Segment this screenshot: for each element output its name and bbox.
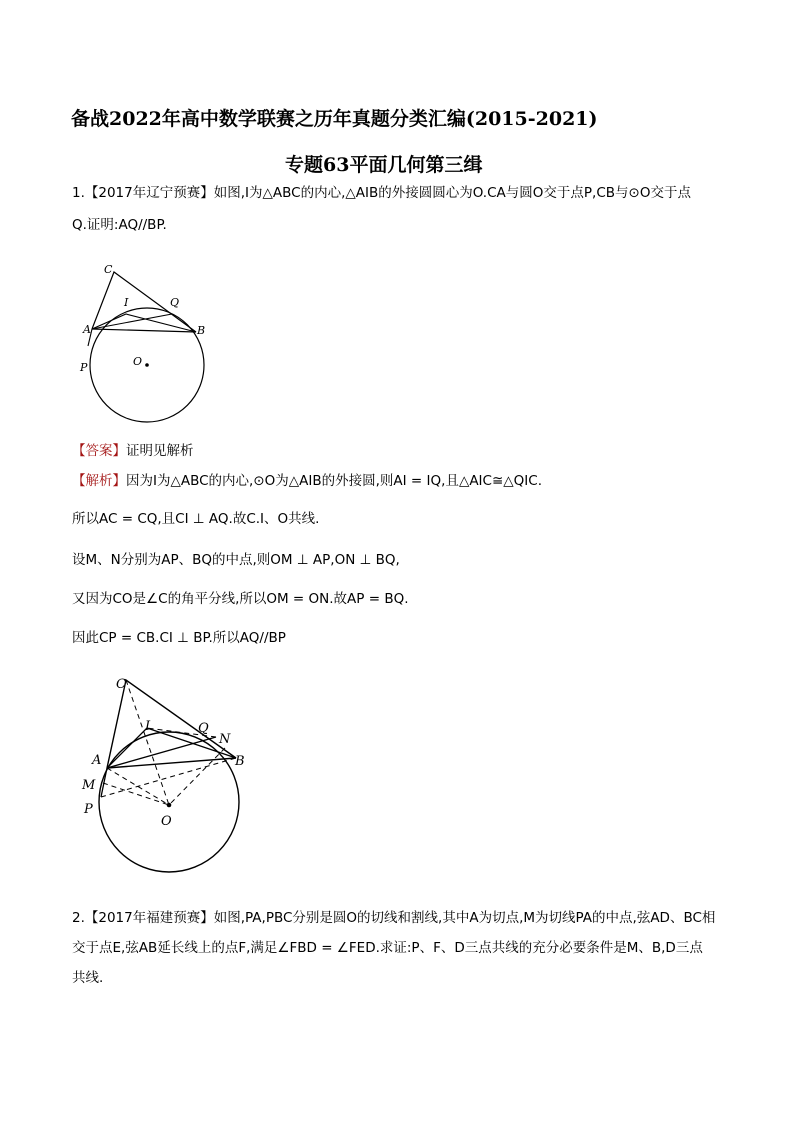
analysis-line-3: 设M、N分别为AP、BQ的中点,则OM ⊥ AP,ON ⊥ BQ, — [72, 552, 400, 568]
question-2-line-3: 共线. — [72, 970, 104, 986]
triangle-sides-ca-cb-2 — [107, 680, 236, 768]
document-title: 备战2022年高中数学联赛之历年真题分类汇编(2015-2021) — [71, 108, 598, 130]
answer-label: 【答案】 — [72, 443, 126, 459]
figure-2 — [74, 670, 274, 880]
analysis-line-4: 又因为CO是∠C的角平分线,所以OM = ON.故AP = BQ. — [72, 591, 409, 607]
label-c: C — [104, 263, 113, 276]
label-b-2: B — [235, 754, 245, 769]
document-subtitle: 专题63平面几何第三缉 — [285, 154, 483, 176]
label-p: P — [80, 361, 88, 374]
circle-o-large — [99, 732, 239, 872]
question-2-line-1: 2.【2017年福建预赛】如图,PA,PBC分别是圆O的切线和割线,其中A为切点,M为切线PA的中点,弦AD、BC相 — [72, 910, 716, 926]
analysis-text-1: 因为I为△ABC的内心,⊙O为△AIB的外接圆,则AI = IQ,且△AIC≅△QIC. — [126, 473, 542, 489]
center-point-o — [145, 363, 149, 367]
question-1-line-1: 1.【2017年辽宁预赛】如图,I为△ABC的内心,△AIB的外接圆圆心为O.CA与圆O交于点P,CB与⊙O交于点 — [72, 185, 691, 201]
label-n: N — [219, 732, 231, 747]
label-c-2: C — [116, 677, 126, 692]
analysis-label: 【解析】 — [72, 473, 126, 489]
label-i: I — [124, 296, 129, 309]
label-o-2: O — [161, 814, 172, 829]
question-1-line-2: Q.证明:AQ//BP. — [72, 217, 167, 233]
label-p-2: P — [84, 802, 93, 817]
analysis-line-5: 因此CP = CB.CI ⊥ BP.所以AQ//BP — [72, 630, 286, 646]
label-a: A — [83, 323, 91, 336]
answer-text: 证明见解析 — [126, 443, 194, 459]
question-2-line-2: 交于点E,弦AB延长线上的点F,满足∠FBD = ∠FED.求证:P、F、D三点共线的充分必要条件是M、B,D三点 — [72, 940, 703, 956]
label-a-2: A — [92, 753, 102, 768]
analysis-line-2: 所以AC = CQ,且CI ⊥ AQ.故C.I、O共线. — [72, 511, 320, 527]
label-b: B — [197, 324, 206, 337]
segment-ab — [92, 329, 196, 332]
center-point-o-2 — [167, 803, 172, 808]
figure-1 — [74, 256, 214, 428]
segment-aq — [92, 314, 172, 329]
analysis-line-1 — [72, 470, 542, 492]
label-q-2: Q — [198, 721, 209, 736]
label-o: O — [133, 355, 143, 368]
label-i-2: I — [145, 719, 151, 734]
answer-line — [72, 440, 194, 462]
label-m: M — [82, 778, 96, 793]
label-q: Q — [170, 296, 180, 309]
